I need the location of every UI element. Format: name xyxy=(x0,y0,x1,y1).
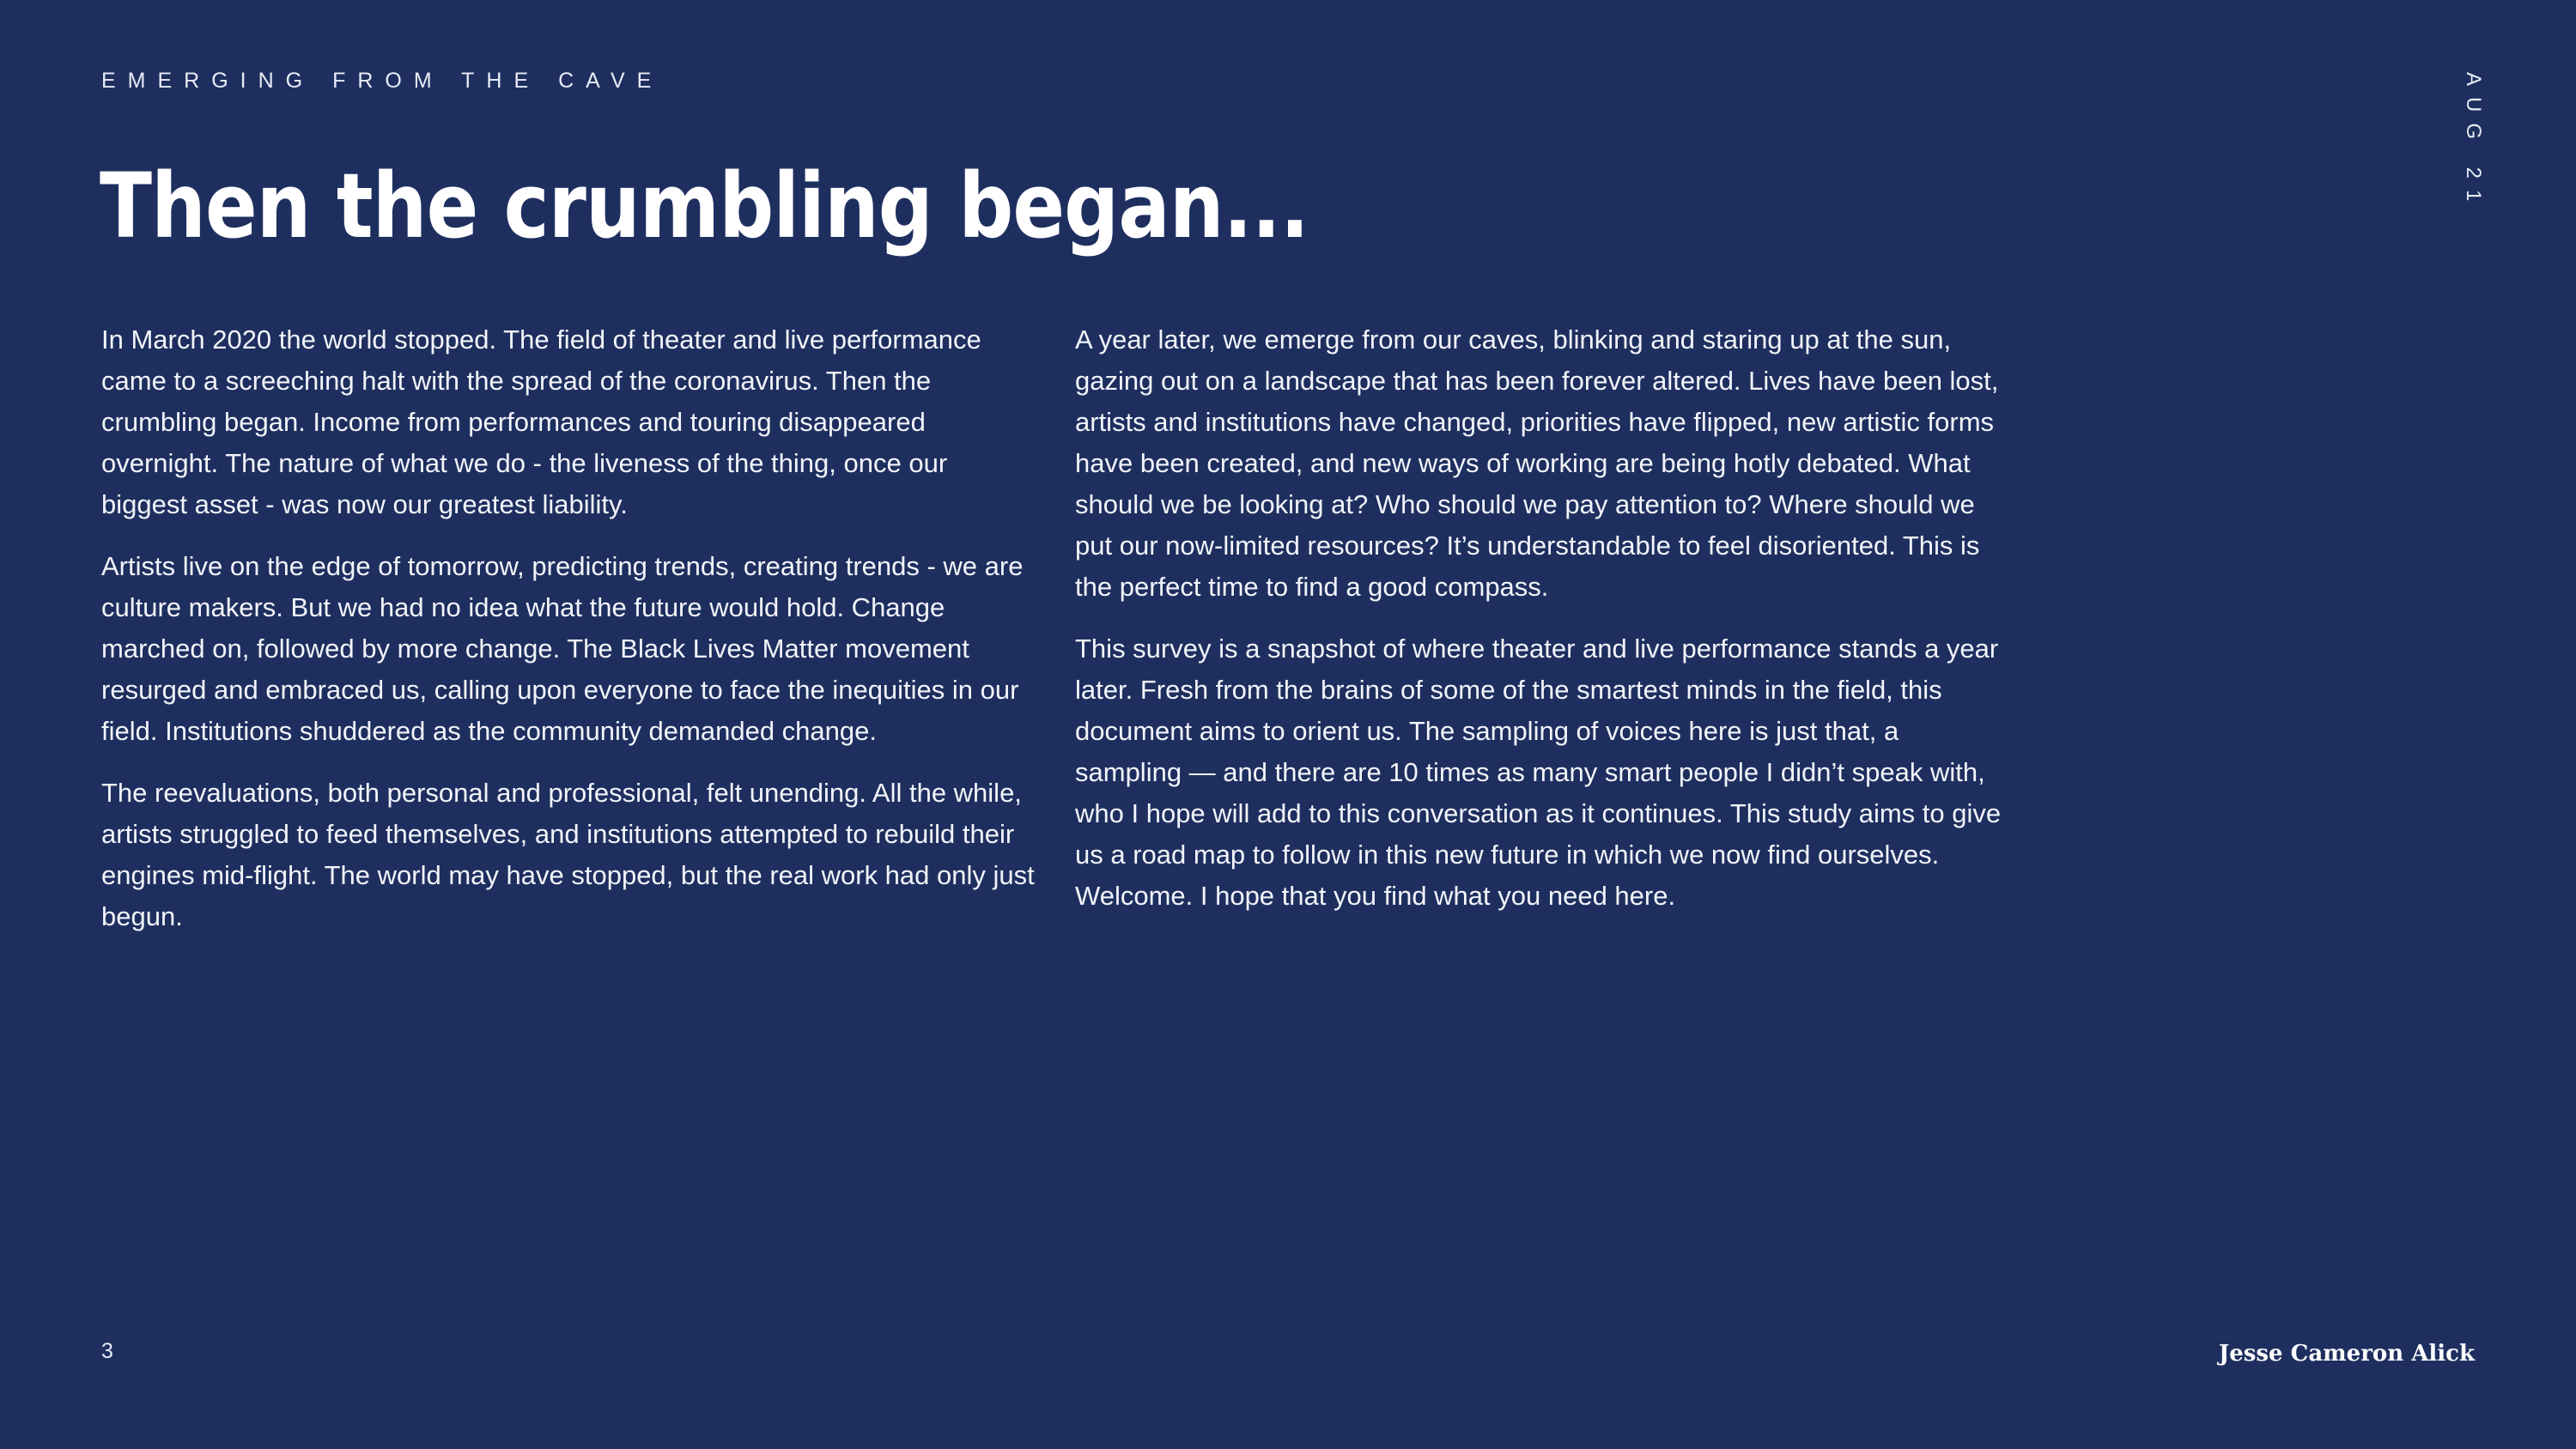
body-paragraph: Artists live on the edge of tomorrow, predicting trends, creating trends - we are culture makers. But we had no idea what the future would hold. Change marched on, followed by more change. The Black Lives Matter movement resurged and embraced us, calling upon everyone to face the inequities in our field. Institutions shuddered as the community demanded change. xyxy=(101,551,1024,746)
body-paragraph: In March 2020 the world stopped. The field of theater and live performance came to a screeching halt with the spread of the coronavirus. Then the crumbling began. Income from performances and touring disappeared overnight. The nature of what we do - the liveness of the thing, once our biggest asset - was now our greatest liability. xyxy=(101,324,981,519)
issue-date: AUG 21 xyxy=(2462,72,2485,213)
right-column xyxy=(1075,319,2011,937)
body-paragraph: This survey is a snapshot of where theater and live performance stands a year later. Fresh from the brains of some of the smartest minds in the field, this document aims to orient us. The sampling of voices here is just that, a sampling — and there are 10 times as many smart people I didn’t speak with, who I hope will add to this conversation as it continues. This study aims to give us a road map to follow in this new future in which we now find ourselves. Welcome. I hope that you find what you need here. xyxy=(1075,634,2002,911)
page-number: 3 xyxy=(101,1339,113,1363)
body-paragraph: The reevaluations, both personal and professional, felt unending. All the while, artists struggled to feed themselves, and institutions attempted to rebuild their engines mid-flight. The world may have stopped, but the real work had only just begun. xyxy=(101,778,1035,931)
body-paragraph: A year later, we emerge from our caves, blinking and staring up at the sun, gazing out on a landscape that has been forever altered. Lives have been lost, artists and institutions have changed, priorities have flipped, new artistic forms have been created, and new ways of working are being hotly debated. What should we be looking at? Who should we pay attention to? Where should we put our now-limited resources? It’s understandable to feel disoriented. This is the perfect time to find a good compass. xyxy=(1075,324,1999,602)
page-title: Then the crumbling began... xyxy=(100,154,1309,258)
section-eyebrow: EMERGING FROM THE CAVE xyxy=(101,69,664,93)
left-column xyxy=(101,319,1037,958)
author-name: Jesse Cameron Alick xyxy=(2218,1341,2475,1367)
